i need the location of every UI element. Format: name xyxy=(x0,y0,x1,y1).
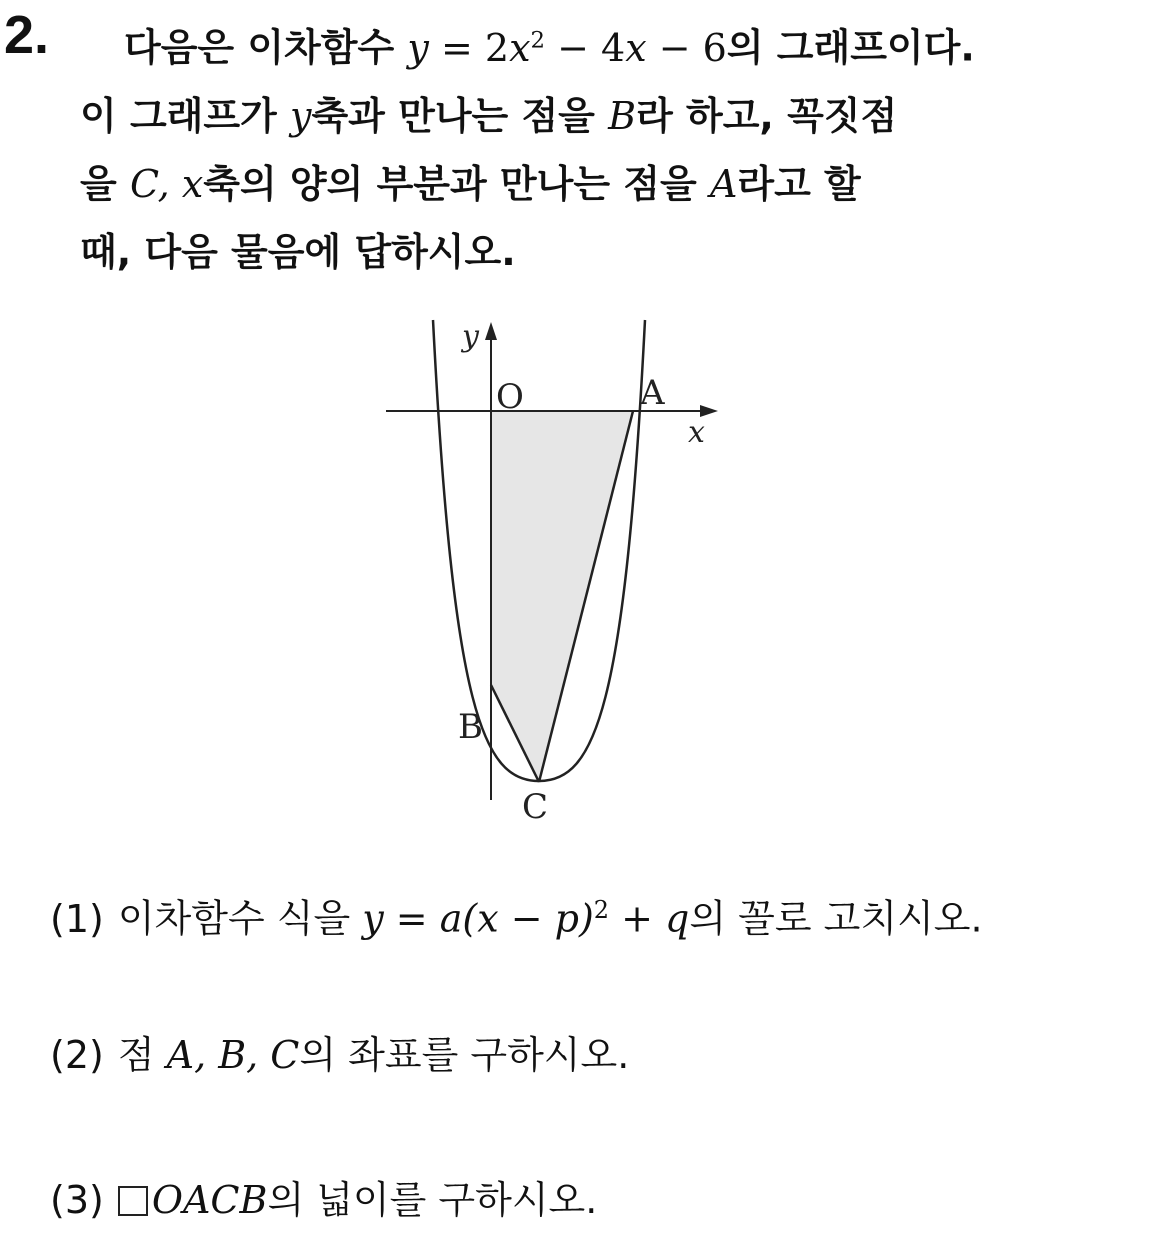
math-var-x: x xyxy=(169,161,204,206)
statement-text: 다음은 이차함수 xyxy=(124,25,408,70)
statement-text: 축과 만나는 점을 xyxy=(311,93,609,138)
math-point-b: B xyxy=(608,93,637,138)
statement-line-4: 때, 다음 물음에 답하시오. xyxy=(80,229,516,274)
statement-line-1 xyxy=(80,6,1080,82)
statement-line-3 xyxy=(80,150,1080,218)
statement-text: 라 하고, 꼭짓점 xyxy=(636,93,898,138)
math-exponent: 2 xyxy=(530,27,546,53)
question-number: (2) xyxy=(50,1033,104,1077)
math-var-y: y xyxy=(290,93,312,138)
question-text: 점 xyxy=(117,1033,167,1077)
point-b-label: B xyxy=(458,707,483,747)
question-3 xyxy=(50,1170,597,1230)
math-var-y: y xyxy=(407,25,429,70)
quadrilateral-name: OACB xyxy=(151,1178,268,1222)
math-var-x: x xyxy=(509,25,531,70)
point-a-label: A xyxy=(640,373,665,413)
x-axis-label: x xyxy=(688,415,705,450)
question-text: 의 좌표를 구하시오. xyxy=(299,1033,630,1077)
problem-statement xyxy=(80,6,1080,286)
point-c-label: C xyxy=(522,787,549,827)
statement-text: 축의 양의 부분과 만나는 점을 xyxy=(203,161,710,206)
origin-label: O xyxy=(496,377,524,417)
statement-text: 의 그래프이다. xyxy=(726,25,975,70)
statement-text: 라고 할 xyxy=(737,161,861,206)
y-axis-label: y xyxy=(462,319,479,354)
math-term: − 4 xyxy=(545,25,626,70)
statement-text: 을 xyxy=(80,161,130,206)
math-point-c: C, xyxy=(129,161,170,206)
math-term: − 6 xyxy=(646,25,727,70)
parabola-graph xyxy=(370,310,730,840)
question-text: 이차함수 식을 xyxy=(117,896,363,941)
question-text: 의 꼴로 고치시오. xyxy=(689,896,983,941)
y-axis-arrow-icon xyxy=(485,322,497,340)
math-exponent: 2 xyxy=(593,896,610,924)
question-text: 의 넓이를 구하시오. xyxy=(267,1178,598,1222)
quadrilateral-symbol-icon xyxy=(118,1186,148,1216)
vertex-form-expression: y = a(x − p) xyxy=(362,896,594,941)
function-expression xyxy=(407,26,726,70)
question-number: (1) xyxy=(50,896,104,941)
statement-text: 이 그래프가 xyxy=(80,93,290,138)
math-var-x: x xyxy=(625,25,647,70)
question-2 xyxy=(50,1025,629,1085)
vertex-form-expression: + q xyxy=(609,896,690,941)
problem-number: 2. xyxy=(4,5,50,65)
points-list: A, B, C xyxy=(166,1033,300,1077)
question-1 xyxy=(50,880,983,949)
math-point-a: A xyxy=(709,161,738,206)
math-coef: = 2 xyxy=(428,25,510,70)
question-number: (3) xyxy=(50,1178,104,1222)
statement-line-2 xyxy=(80,82,1080,150)
